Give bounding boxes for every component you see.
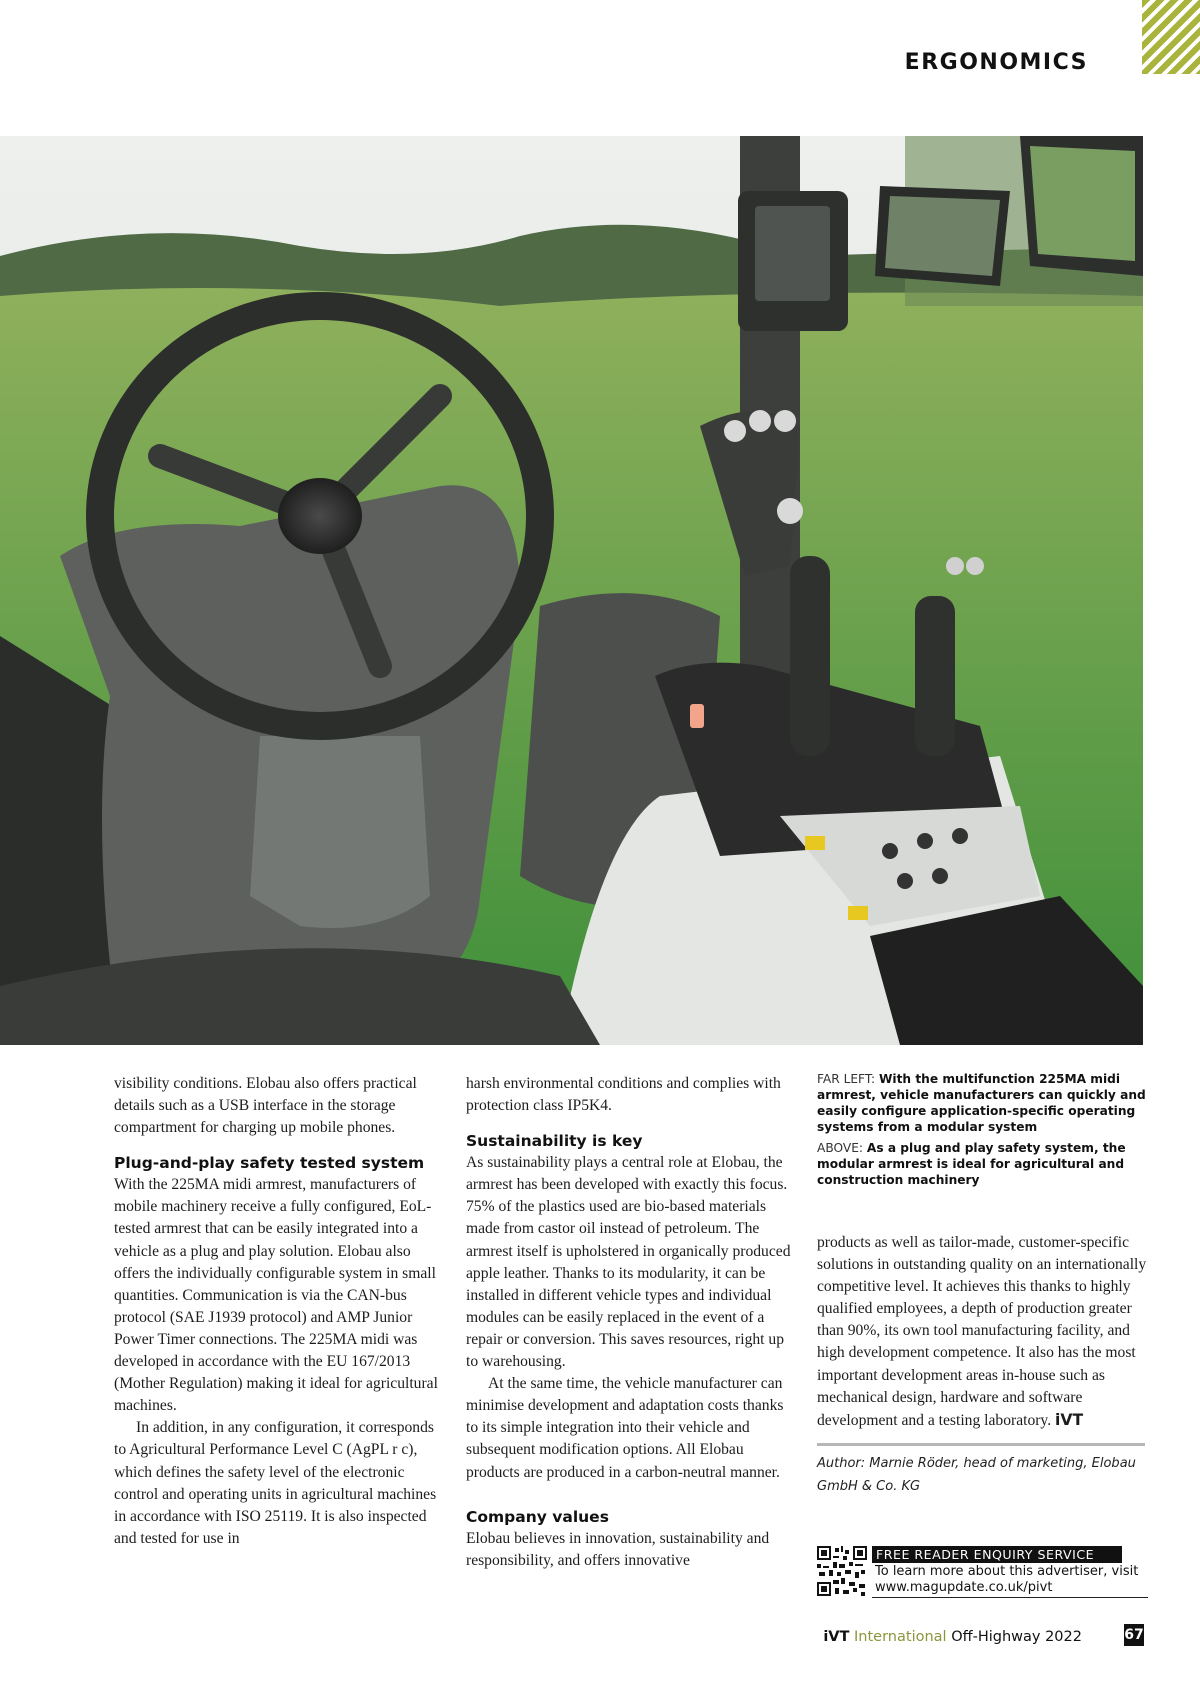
caption-label: FAR LEFT:: [817, 1072, 876, 1086]
photo-caption: [817, 1071, 1147, 1135]
paragraph: visibility conditions. Elobau also offers practical details such as a USB interface in the storage compartment for charging up mobile phones.: [114, 1075, 417, 1137]
page-footer: [823, 1629, 1082, 1645]
reader-service-link[interactable]: www.magupdate.co.uk/pivt: [875, 1580, 1053, 1595]
section-title: ERGONOMICS: [904, 50, 1088, 75]
paragraph: At the same time, the vehicle manufacturer can minimise development and adaptation costs thanks to its simple integration into their vehicle and subsequent modification options. All Elobau products are produced in a carbon-neutral manner.: [466, 1375, 784, 1481]
paragraph: [817, 1232, 1147, 1432]
caption-text: With the multifunction 225MA midi armrest, vehicle manufacturers can quickly and easily configure application-specific operating systems from a modular system: [817, 1072, 1146, 1134]
qr-code-icon[interactable]: [817, 1546, 867, 1596]
reader-enquiry-box: [817, 1544, 1145, 1597]
footer-brand: iVT: [823, 1629, 850, 1645]
caption-text: As a plug and play safety system, the modular armrest is ideal for agricultural and construction machinery: [817, 1141, 1126, 1187]
paragraph: Elobau believes in innovation, sustainability and responsibility, and offers innovative: [466, 1529, 770, 1569]
reader-service-title: FREE READER ENQUIRY SERVICE: [872, 1546, 1122, 1563]
cab-interior-photo: [0, 136, 1143, 1045]
paragraph: harsh environmental conditions and complies with protection class IP5K4.: [466, 1075, 781, 1115]
reader-service-line: To learn more about this advertiser, visit: [875, 1564, 1139, 1579]
corner-stripes-decoration: [1142, 0, 1200, 74]
footer-publication: Off-Highway 2022: [951, 1629, 1082, 1645]
caption-label: ABOVE:: [817, 1141, 864, 1155]
author-credit: Author: Marnie Röder, head of marketing, Elobau GmbH & Co. KG: [817, 1455, 1136, 1494]
reader-service-text: [872, 1564, 1148, 1598]
subheading: Plug-and-play safety tested system: [114, 1154, 425, 1173]
footer-international: International: [854, 1629, 947, 1645]
subheading: Company values: [466, 1507, 609, 1526]
subheading: Sustainability is key: [466, 1132, 643, 1151]
page-number: 67: [1124, 1624, 1144, 1646]
end-mark: iVT: [1055, 1410, 1084, 1429]
divider: [817, 1443, 1145, 1446]
paragraph: With the 225MA midi armrest, manufacturers of mobile machinery receive a fully configured, EoL-tested armrest that can be easily integrated into a vehicle as a plug and play solution. Elobau also offers the individually configurable system in small quantities. Communication is via the CAN-bus protocol (SAE J1939 protocol) and AMP Junior Power Timer connections. The 225MA midi was developed in accordance with the EU 167/2013 (Mother Regulation) making it ideal for agricultural machines.: [114, 1176, 438, 1415]
paragraph: In addition, in any configuration, it corresponds to Agricultural Performance Level C (AgPL r c), which defines the safety level of the electronic control and operating units in agricultural machines in accordance with ISO 25119. It is also inspected and tested for use in: [114, 1419, 437, 1547]
paragraph: As sustainability plays a central role at Elobau, the armrest has been developed with exactly this focus. 75% of the plastics used are bio-based materials made from castor oil instead of petroleum. The armrest itself is upholstered in organically produced apple leather. Thanks to its modularity, it can be installed in different vehicle types and individual modules can be easily replaced in the event of a repair or conversion. This saves resources, right up to warehousing.: [466, 1154, 791, 1371]
text-column-2: [466, 1073, 796, 1572]
photo-caption: [817, 1140, 1147, 1188]
text-column-1: [114, 1073, 444, 1550]
text-column-3: [817, 1071, 1147, 1498]
paragraph-text: products as well as tailor-made, customer-specific solutions in outstanding quality on an internationally competitive level. It achieves this thanks to highly qualified employees, a depth of production greater than 90%, its own tool manufacturing facility, and high development competence. It also has the most important development areas in-house such as mechanical design, hardware and software development and a testing laboratory.: [817, 1234, 1147, 1429]
